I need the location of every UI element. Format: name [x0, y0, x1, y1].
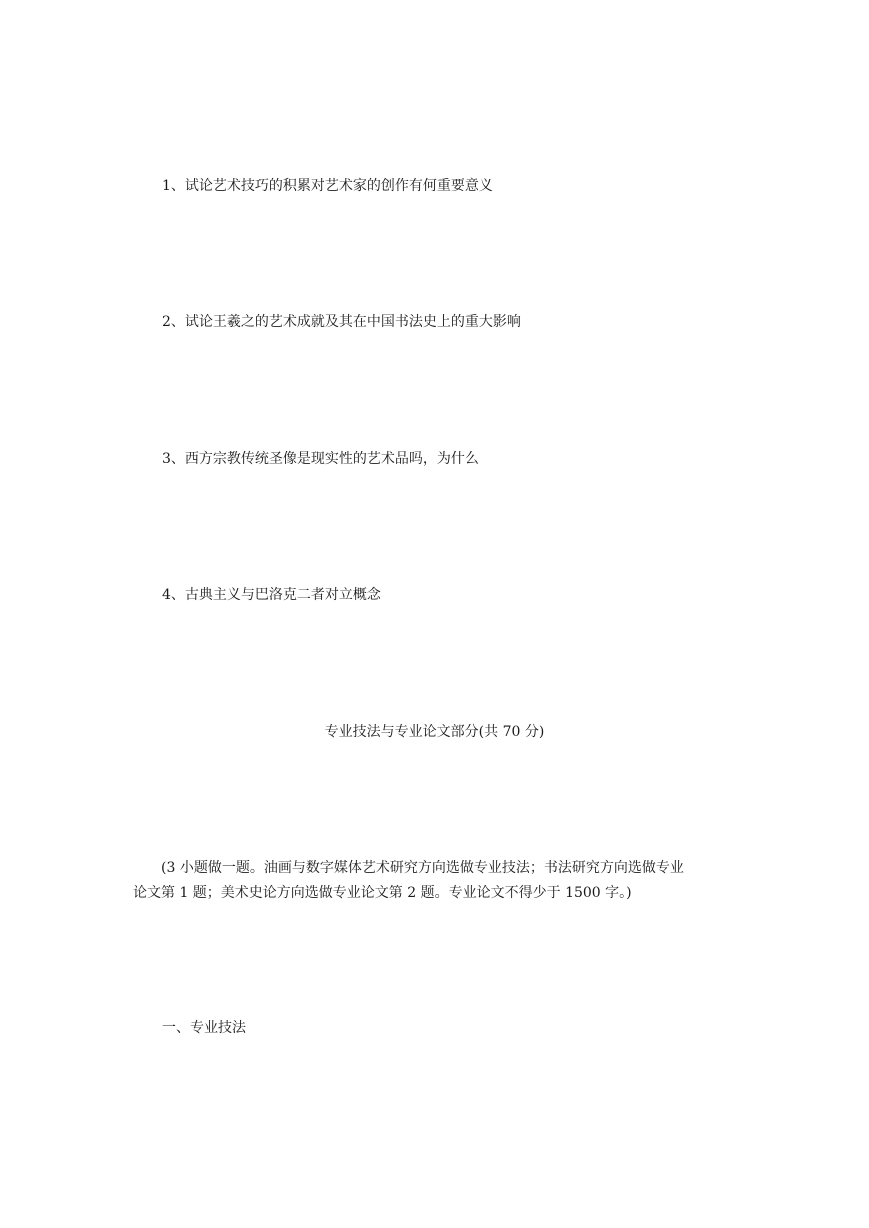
instructions-line-2: 论文第 1 题；美术史论方向选做专业论文第 2 题。专业论文不得少于 1500 字。) [133, 885, 632, 901]
question-2: 2、试论王羲之的艺术成就及其在中国书法史上的重大影响 [162, 314, 521, 330]
question-1: 1、试论艺术技巧的积累对艺术家的创作有何重要意义 [162, 178, 493, 194]
question-4: 4、古典主义与巴洛克二者对立概念 [162, 587, 381, 603]
section-instructions [133, 856, 743, 906]
question-3: 3、西方宗教传统圣像是现实性的艺术品吗，为什么 [162, 451, 479, 467]
sub-heading-technique: 一、专业技法 [162, 1020, 246, 1036]
section-title: 专业技法与专业论文部分(共 70 分) [324, 724, 545, 740]
instructions-line-1: (3 小题做一题。油画与数字媒体艺术研究方向选做专业技法；书法研究方向选做专业 [161, 860, 684, 876]
